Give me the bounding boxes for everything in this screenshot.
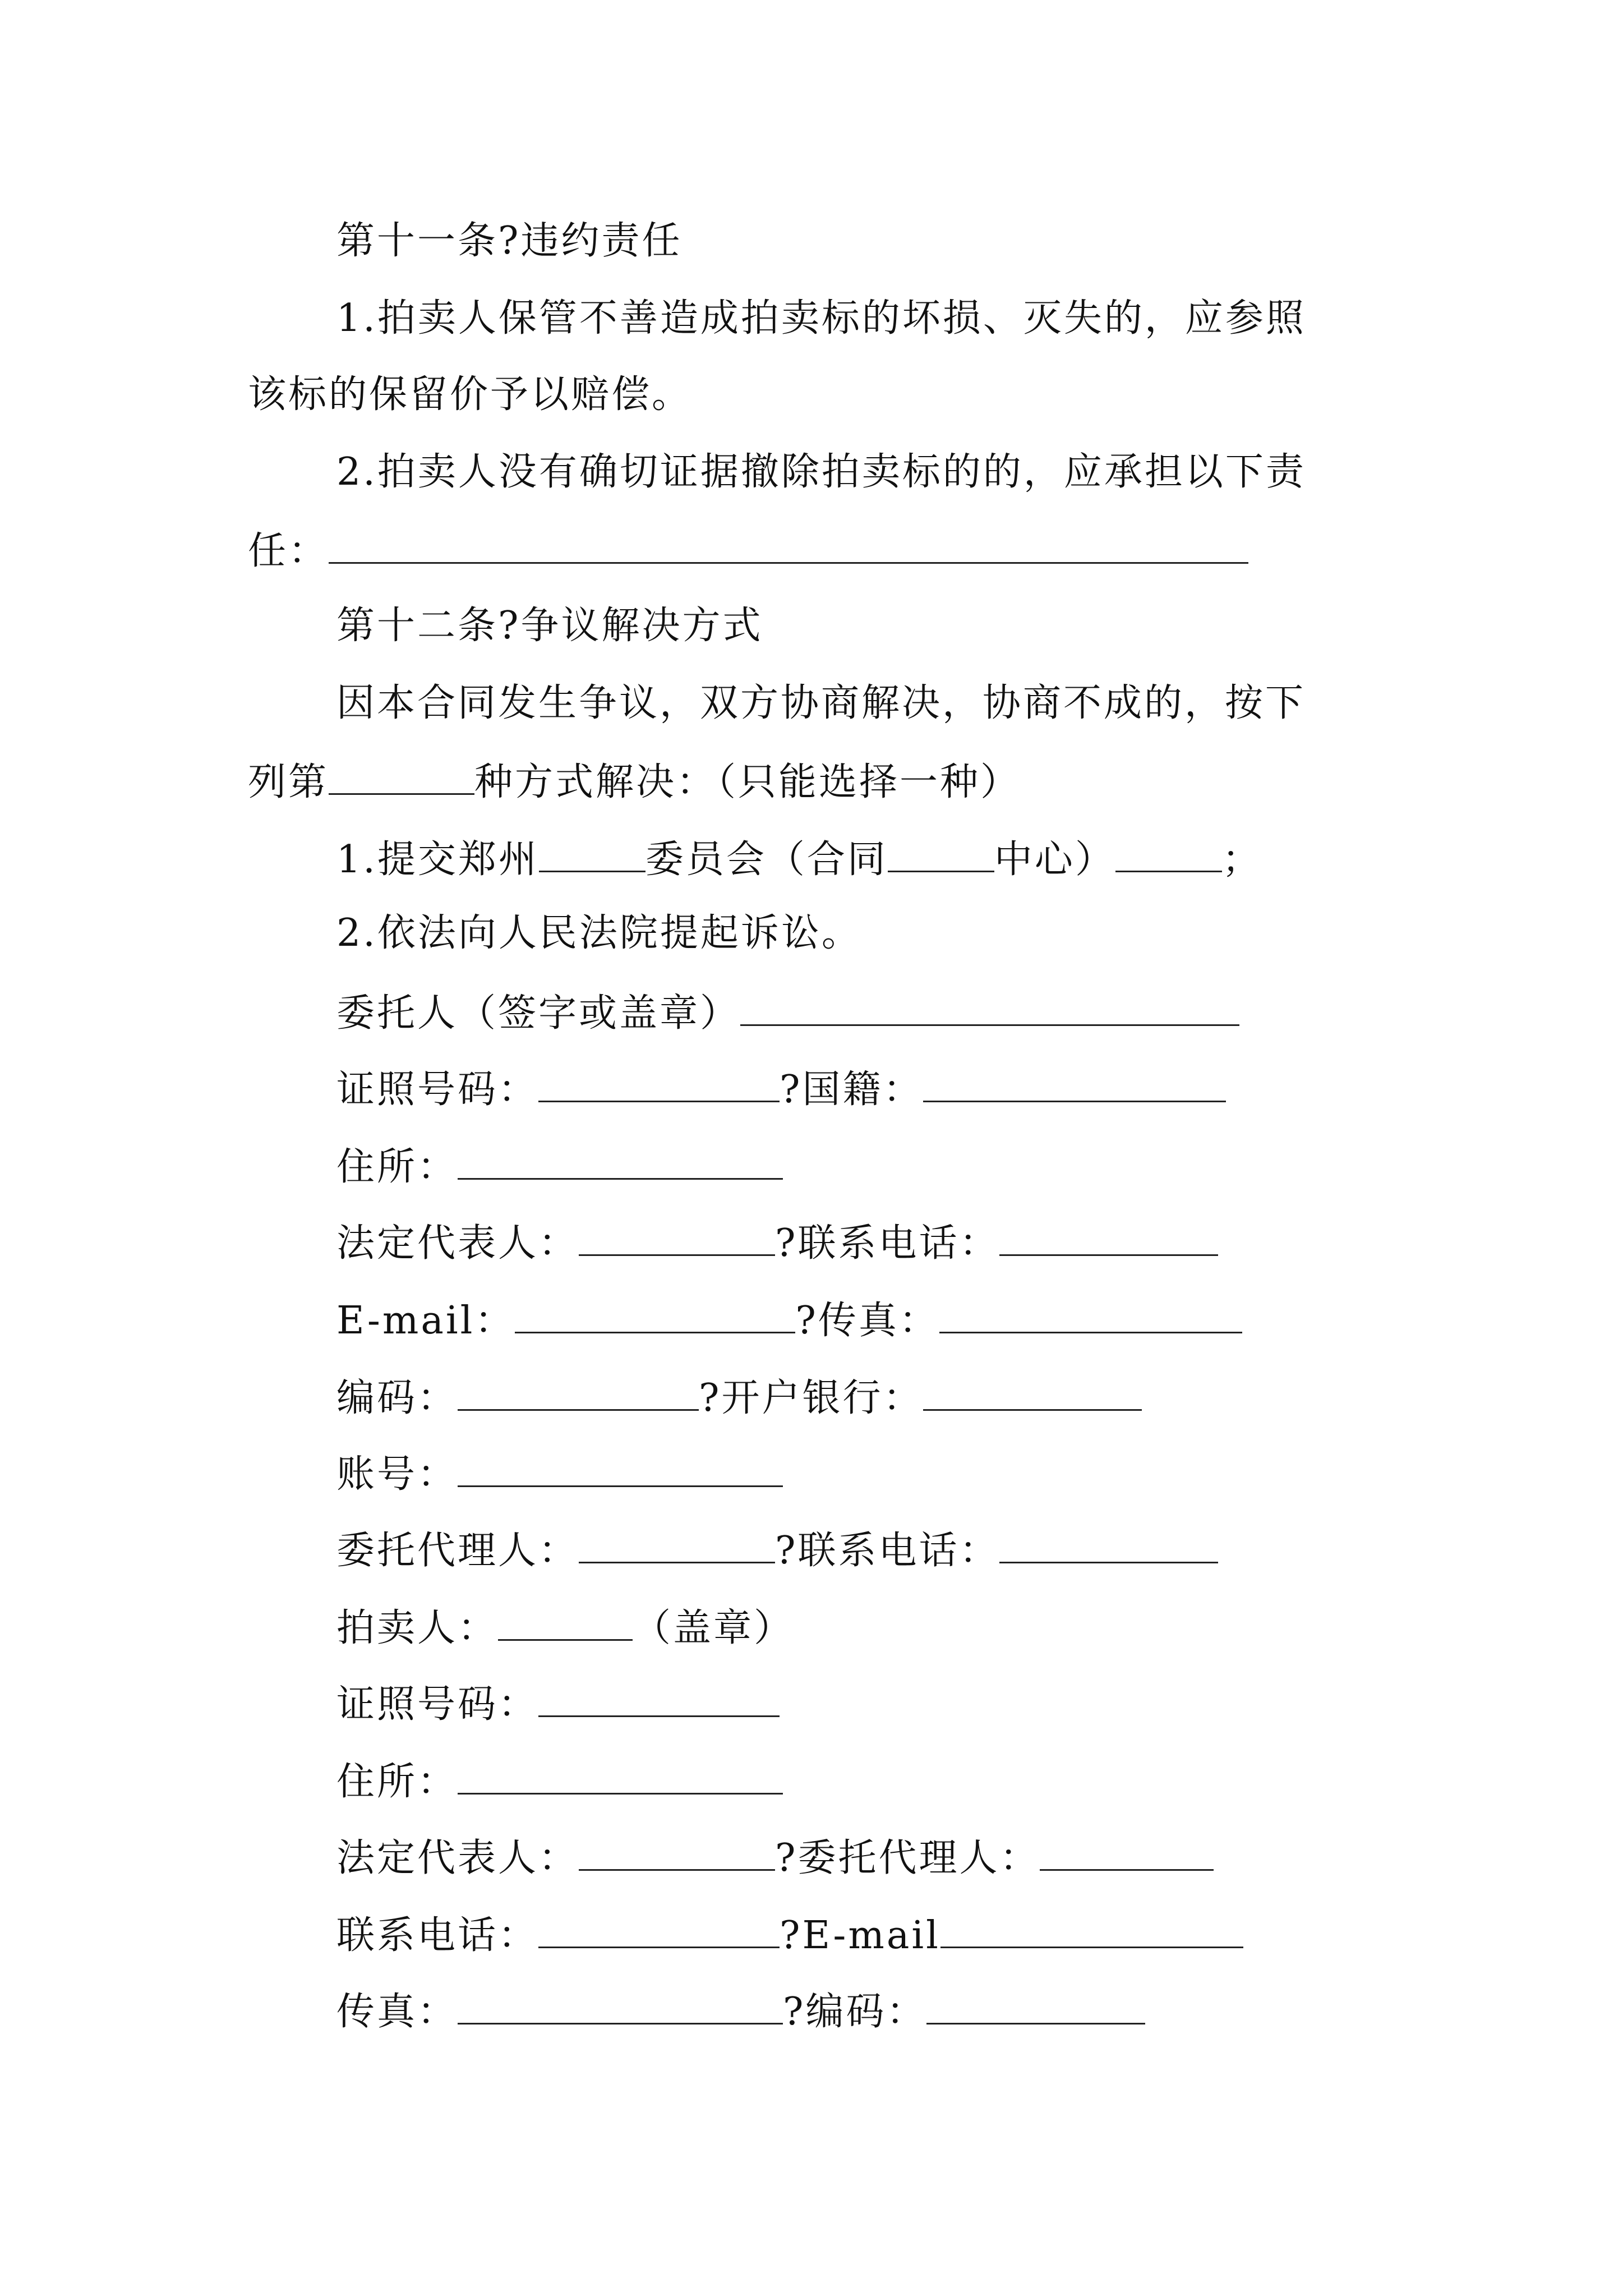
clause-11-item-1-cont: 该标的保留价予以赔偿。 <box>248 372 693 417</box>
auctioneer-id-blank[interactable] <box>538 1675 780 1717</box>
auctioneer-legal-rep-label: 法定代表人： <box>336 1836 579 1880</box>
principal-agent-label: 委托代理人： <box>336 1529 579 1573</box>
auctioneer-fax-row <box>336 1982 1145 2036</box>
principal-id-blank[interactable] <box>538 1060 780 1102</box>
auctioneer-agent-label: ?委托代理人： <box>775 1836 1040 1880</box>
principal-postcode-label: 编码： <box>336 1376 458 1420</box>
auctioneer-phone-row <box>336 1906 1243 1960</box>
principal-postcode-blank[interactable] <box>458 1369 699 1411</box>
auctioneer-name-row <box>336 1599 794 1653</box>
auctioneer-legal-rep-blank[interactable] <box>579 1829 775 1871</box>
principal-id-row <box>336 1060 1226 1114</box>
clause-12-para-suffix: 种方式解决：（只能选择一种） <box>474 760 1021 804</box>
clause-12-option-1 <box>336 830 1262 884</box>
clause-11-item-2-text: 2.拍卖人没有确切证据撤除拍卖标的的，应承担以下责 <box>336 450 1306 494</box>
auctioneer-postcode-label: ?编码： <box>783 1990 927 2034</box>
principal-email-label: E-mail： <box>336 1299 515 1343</box>
option-1-text-a: 1.提交郑州 <box>336 838 539 882</box>
principal-bank-label: ?开户银行： <box>699 1376 924 1420</box>
principal-account-blank[interactable] <box>458 1445 783 1487</box>
auctioneer-address-label: 住所： <box>336 1760 458 1804</box>
principal-id-label: 证照号码： <box>336 1068 539 1112</box>
principal-agent-phone-blank[interactable] <box>999 1521 1218 1563</box>
clause-11-item-2-line-1 <box>336 445 1306 499</box>
principal-account-label: 账号： <box>336 1452 458 1497</box>
auctioneer-phone-blank[interactable] <box>538 1906 780 1948</box>
arbitration-name-blank[interactable] <box>539 830 645 872</box>
option-2-text: 2.依法向人民法院提起诉讼。 <box>336 911 862 955</box>
auctioneer-fax-blank[interactable] <box>458 1982 783 2024</box>
clause-12-heading <box>336 599 763 653</box>
principal-agent-row <box>336 1521 1218 1575</box>
method-choice-blank[interactable] <box>329 753 474 795</box>
auctioneer-id-label: 证照号码： <box>336 1682 539 1727</box>
principal-legal-rep-blank[interactable] <box>579 1214 775 1256</box>
option-1-end: ； <box>1221 838 1262 882</box>
clause-11-item-1-line-1 <box>336 292 1306 346</box>
principal-signature-label: 委托人（签字或盖章） <box>336 991 741 1036</box>
principal-signature-row <box>336 984 1239 1038</box>
principal-postcode-row <box>336 1369 1142 1423</box>
clause-12-heading-text: 第十二条?争议解决方式 <box>336 604 763 648</box>
principal-address-label: 住所： <box>336 1145 458 1189</box>
clause-12-para-text: 因本合同发生争议，双方协商解决，协商不成的，按下 <box>336 681 1306 725</box>
principal-legal-rep-label: 法定代表人： <box>336 1221 579 1266</box>
principal-phone-label: ?联系电话： <box>775 1221 1000 1266</box>
auctioneer-name-blank[interactable] <box>498 1599 633 1641</box>
option-1-extra-blank[interactable] <box>1115 830 1222 872</box>
auctioneer-email-blank[interactable] <box>940 1906 1243 1948</box>
clause-11-item-2-line-2 <box>248 522 1248 576</box>
auctioneer-id-row <box>336 1675 780 1729</box>
auctioneer-name-label: 拍卖人： <box>336 1606 499 1650</box>
option-1-text-b: 委员会（合同 <box>645 838 888 882</box>
principal-agent-phone-label: ?联系电话： <box>775 1529 1000 1573</box>
auctioneer-legal-rep-row <box>336 1829 1214 1883</box>
auctioneer-fax-label: 传真： <box>336 1990 458 2034</box>
principal-account-row <box>336 1445 783 1499</box>
clause-11-heading-text: 第十一条?违约责任 <box>336 219 683 263</box>
auctioneer-seal-label: （盖章） <box>633 1606 795 1650</box>
clause-11-item-1-text: 1.拍卖人保管不善造成拍卖标的坏损、灭失的，应参照 <box>336 296 1306 341</box>
principal-signature-blank[interactable] <box>740 984 1239 1026</box>
principal-nationality-label: ?国籍： <box>780 1068 924 1112</box>
clause-11-item-2-cont: 任： <box>248 529 329 573</box>
auctioneer-address-row <box>336 1752 783 1806</box>
principal-agent-blank[interactable] <box>579 1521 775 1563</box>
clause-11-item-1-line-2 <box>248 368 692 422</box>
principal-legal-rep-row <box>336 1214 1218 1268</box>
principal-address-row <box>336 1138 783 1191</box>
auctioneer-email-label: ?E-mail <box>780 1913 940 1958</box>
clause-12-para-line-2 <box>248 753 1021 807</box>
clause-11-heading <box>336 214 682 268</box>
liability-blank[interactable] <box>329 522 1248 564</box>
principal-fax-blank[interactable] <box>939 1291 1242 1333</box>
principal-phone-blank[interactable] <box>999 1214 1218 1256</box>
option-1-text-c: 中心） <box>994 838 1115 882</box>
contract-center-blank[interactable] <box>888 830 994 872</box>
clause-12-option-2 <box>336 907 862 960</box>
principal-fax-label: ?传真： <box>795 1299 939 1343</box>
principal-nationality-blank[interactable] <box>923 1060 1226 1102</box>
principal-bank-blank[interactable] <box>923 1369 1142 1411</box>
principal-address-blank[interactable] <box>458 1138 783 1180</box>
auctioneer-agent-blank[interactable] <box>1040 1829 1214 1871</box>
auctioneer-phone-label: 联系电话： <box>336 1913 539 1958</box>
auctioneer-address-blank[interactable] <box>458 1752 783 1795</box>
principal-email-row <box>336 1291 1242 1345</box>
principal-email-blank[interactable] <box>515 1291 795 1333</box>
auctioneer-postcode-blank[interactable] <box>926 1982 1145 2024</box>
clause-12-para-line-1 <box>336 677 1306 730</box>
clause-12-para-prefix: 列第 <box>248 760 329 804</box>
